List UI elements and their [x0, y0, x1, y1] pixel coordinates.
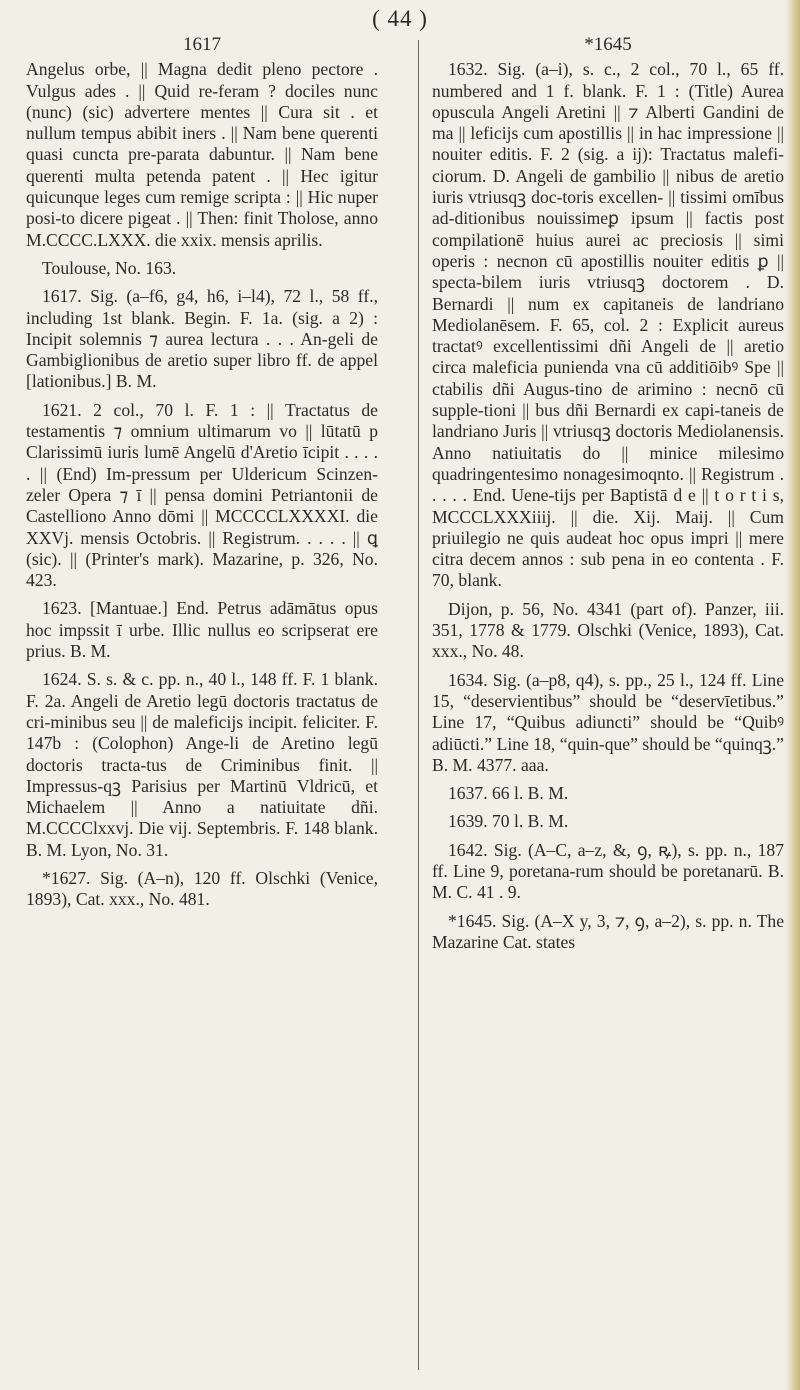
left-column	[26, 34, 378, 918]
page-edge-tint	[786, 0, 800, 1390]
left-year-heading: 1617	[183, 34, 221, 55]
right-paragraph: 1632. Sig. (a–i), s. c., 2 col., 70 l., 65 ff. numbered and 1 f. blank. F. 1 : (Title) Aurea opuscula Angeli Aretini || ⁊ Alberti Gandini de ma || leficijs cum apostillis || in hac impressione || nouiter editis. F. 2 (sig. a ij): Tractatus malefi-ciorum. D. Angeli de gambilio || nibus de aretio iuris vtriusqꝫ doc-toris excellen- || tissimi omībus ad-ditionibus nouissimeꝑ ipsum || factis post compilationē huius aurei ac preciosis || simi operis : necnon cū apostillis nouiter editis ꝑ || specta-bilem iuris vtriusqꝫ doctorem . D. Bernardi || num ex capitaneis de landriano Mediolanēsem. F. 65, col. 2 : Explicit aureus tractatꝰ excellentissimi dñi Angeli de || aretio circa maleficia punienda vna cū additiōibꝰ Spe || ctabilis dñi Augus-tino de arimino : necnō cū supple-tioni || bus dñi Bernardi ex capi-taneis de landriano Juris || vtriusqꝫ doctoris Mediolanensis. Anno natiuitatis do || minice milesimo quadringentesimo nonagesimoqnto. || Registrum . . . . . End. Uene-tijs per Baptistā d e || t o r t i s, MCCCLXXXiiij. || die. Xij. Maij. || Cum priuilegio ne quis audeat hoc opus impri || mere citra decem annos : sub pena in eo contenta . F. 70, blank.	[432, 59, 784, 591]
right-column	[432, 34, 784, 960]
left-paragraph: 1623. [Mantuae.] End. Petrus adāmātus opus hoc impssit ī urbe. Illic nullus eo scripserat ere prius. B. M.	[26, 598, 378, 662]
right-paragraph: 1639. 70 l. B. M.	[448, 811, 569, 832]
left-paragraph: 1621. 2 col., 70 l. F. 1 : || Tractatus de testamentis ⁊ omnium ultimarum vo || lūtatū p Clarissimū iuris lumē Angelū d'Aretio īcipit . . . . . || (End) Im-pressum per Uldericum Scinzen-zeler Opera ⁊ ī || pensa domini Petriantonii de Castelliono Anno dōmi || MCCCCLXXXXI. die XXVj. mensis Octobris. || Registrum. . . . . || ꝗ (sic). || (Printer's mark). Mazarine, p. 326, No. 423.	[26, 399, 378, 591]
left-paragraph: *1627. Sig. (A–n), 120 ff. Olschki (Venice, 1893), Cat. xxx., No. 481.	[26, 867, 378, 910]
right-paragraph: 1634. Sig. (a–p8, q4), s. pp., 25 l., 124 ff. Line 15, “deservientibus” should be “deservīetibus.” Line 17, “Quibus adiuncti” should be “Quibꝰ adiūcti.” Line 18, “quin-que” should be “quinqꝫ.” B. M. 4377. aaa.	[432, 669, 784, 775]
right-paragraph: 1642. Sig. (A–C, a–z, &, ꝯ, ꝶ), s. pp. n., 187 ff. Line 9, poretana-rum should be poretanarū. B. M. C. 41 . 9.	[432, 839, 784, 903]
right-paragraph: 1637. 66 l. B. M.	[448, 783, 569, 804]
left-paragraph: Toulouse, No. 163.	[42, 257, 177, 278]
left-paragraph: 1617. Sig. (a–f6, g4, h6, i–l4), 72 l., 58 ff., including 1st blank. Begin. F. 1a. (sig. a 2) : Incipit solemnis ⁊ aurea lectura . . . An-geli de Gambiglionibus de aretio super libro ff. de appel [lationibus.] B. M.	[26, 286, 378, 392]
right-paragraph: *1645. Sig. (A–X y, 3, ⁊, ꝯ, a–2), s. pp. n. The Mazarine Cat. states	[432, 910, 784, 952]
page-number: ( 44 )	[372, 6, 428, 31]
left-paragraph: Angelus orbe, || Magna dedit pleno pectore . Vulgus ades . || Quid re-feram ? dociles nunc (nunc) (sic) advertere mentes || Cura sit . et nullum tempus abibit iners . || Nam bene querenti quasi cuncta pre-parata dabuntur. || Nam bene querenti multa petenda patent . || Hec igitur quicunque leges cum remige scripta : || Hic nuper posi-to dicere pigeat . || Then: finit Tholose, anno M.CCCC.LXXX. die xxix. mensis aprilis.	[26, 59, 378, 250]
right-year-heading: *1645	[584, 34, 632, 55]
right-paragraph: Dijon, p. 56, No. 4341 (part of). Panzer, iii. 351, 1778 & 1779. Olschki (Venice, 1893), Cat. xxx., No. 48.	[432, 598, 784, 662]
column-divider	[418, 40, 419, 1370]
left-paragraph: 1624. S. s. & c. pp. n., 40 l., 148 ff. F. 1 blank. F. 2a. Angeli de Aretio legū doctoris tractatus de cri-minibus seu || de maleficijs incipit. feliciter. F. 147b : (Colophon) Ange-li de Aretino legū doctoris tracta-tus de Criminibus finit. || Impressus-qꝫ Parisius per Martinū Vldricū, et Michaelem || Anno a natiuitate dñi. M.CCCClxxvj. Die vij. Septembris. F. 148 blank. B. M. Lyon, No. 31.	[26, 669, 378, 860]
